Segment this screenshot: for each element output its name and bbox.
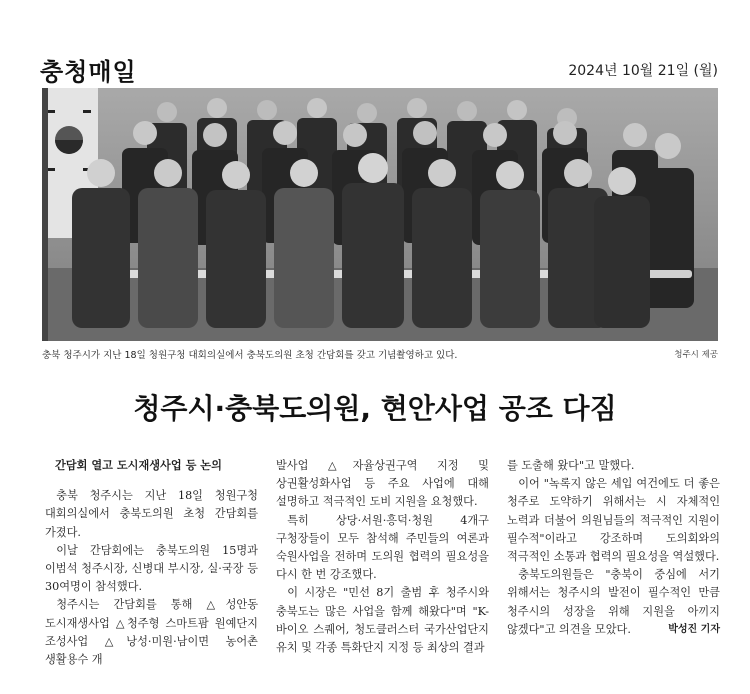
paragraph-text: 충북도의원들은 "충북이 중심에 서기 위해서는 청주시의 발전이 필수적인 만큼 청주시의 성장을 위해 지원을 아끼지 않겠다"고 의견을 모았다. [507, 568, 720, 636]
article-headline: 청주시·충북도의원, 현안사업 공조 다짐 [133, 392, 617, 425]
photo-credit: 청주시 제공 [674, 350, 718, 360]
publication-date: 2024년 10월 21일 (월) [568, 63, 718, 79]
paragraph: 이 시장은 "민선 8기 출범 후 청주시와 충북도는 많은 사업을 함께 해왔다"며 "K-바이오 스퀘어, 청도클러스터 국가산업단지 유치 및 각종 특화단지 지정 등 최상의 결과 [276, 586, 489, 655]
paragraph: 이날 간담회에는 충북도의원 15명과 이범석 청주시장, 신병대 부시장, 실·국장 등 30여명이 참석했다. [45, 543, 258, 594]
paragraph [507, 566, 720, 639]
article-column-3 [507, 457, 720, 639]
paragraph: 발사업 △자율상권구역 지정 및 상권활성화사업 등 주요 사업에 대해 설명하고 적극적인 도비 지원을 요청했다. [276, 459, 489, 509]
photo-caption: 충북 청주시가 지난 18일 청원구청 대회의실에서 충북도의원 초청 간담회를 갖고 기념촬영하고 있다. [42, 350, 458, 361]
article-subhead: 간담회 열고 도시재생사업 등 논의 [55, 459, 222, 472]
paragraph: 이어 "녹록지 않은 세입 여건에도 더 좋은 청주로 도약하기 위해서는 시 자체적인 노력과 더불어 의원님들의 적극적인 지원이 필수적"이라고 강조하며 도의회와의 적극적인 소통과 협력의 필요성을 역설했다. [507, 477, 720, 564]
newspaper-masthead: 충청매일 [40, 57, 137, 86]
group-photo-illustration [42, 88, 718, 341]
group-photo [42, 88, 718, 341]
paragraph: 충북 청주시는 지난 18일 청원구청 대회의실에서 충북도의원 초청 간담회를 가졌다. [45, 489, 258, 539]
paragraph: 를 도출해 왔다"고 말했다. [507, 459, 635, 472]
paragraph: 특히 상당·서원·흥덕·청원 4개구 구청장들이 모두 참석해 주민들의 여론과 숙원사업을 전하며 도의원 협력의 필요성을 다시 한 번 강조했다. [276, 513, 489, 582]
article-column-2 [276, 457, 489, 657]
byline: 박성진 기자 [668, 623, 720, 635]
paragraph: 청주시는 간담회를 통해 △성안동 도시재생사업 △청주형 스마트팜 원예단지 조성사업 △낭성·미원·남이면 농어촌 생활용수 개 [45, 598, 258, 667]
article-column-1 [45, 457, 258, 669]
